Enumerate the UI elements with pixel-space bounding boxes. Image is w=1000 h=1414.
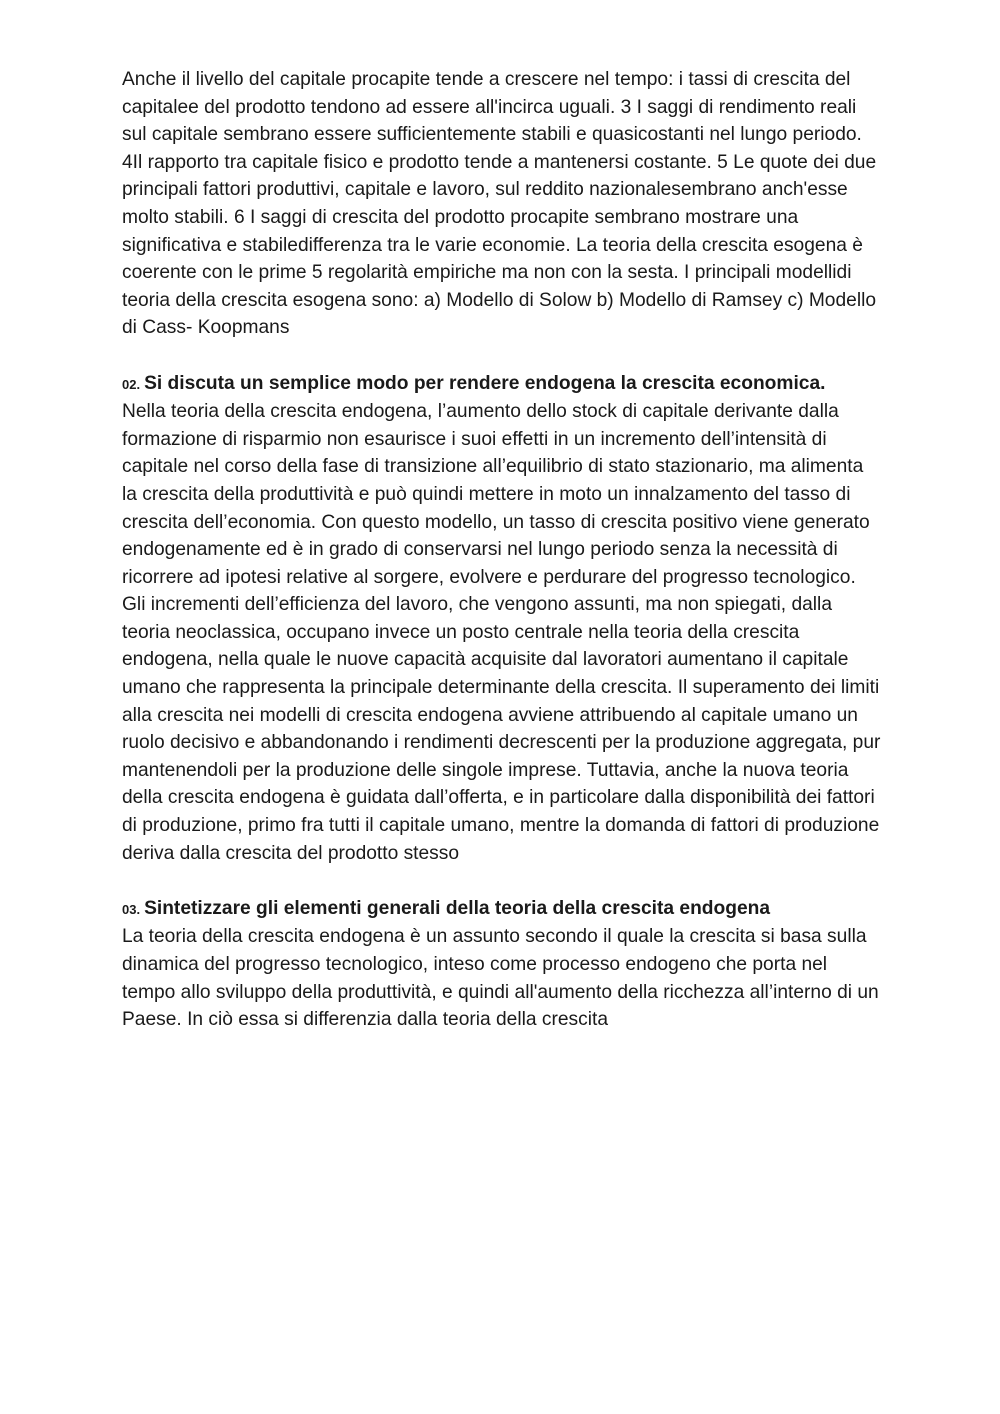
question-block-03	[122, 895, 882, 1034]
question-heading	[122, 370, 882, 399]
answer-paragraph: La teoria della crescita endogena è un assunto secondo il quale la crescita si basa sulla dinamica del progresso tecnologico, inteso come processo endogeno che porta nel tempo allo sviluppo della produttività, e quindi all'aumento della ricchezza all’interno di un Paese. In ciò essa si differenzia dalla teoria della crescita	[122, 926, 879, 1031]
question-number: 03.	[122, 901, 141, 917]
question-heading	[122, 895, 882, 924]
question-block-02	[122, 370, 882, 868]
intro-paragraph: Anche il livello del capitale procapite tende a crescere nel tempo: i tassi di crescita del capitalee del prodotto tendono ad essere all'incirca uguali. 3 I saggi di rendimento reali sul capitale sembrano essere sufficientemente stabili e quasicostanti nel lungo periodo. 4Il rapporto tra capitale fisico e prodotto tende a mantenersi costante. 5 Le quote dei due principali fattori produttivi, capitale e lavoro, sul reddito nazionalesembrano anch'esse molto stabili. 6 I saggi di crescita del prodotto procapite sembrano mostrare una significativa e stabiledifferenza tra le varie economie. La teoria della crescita esogena è coerente con le prime 5 regolarità empiriche ma non con la sesta. I principali modellidi teoria della crescita esogena sono: a) Modello di Solow b) Modello di Ramsey c) Modello di Cass- Koopmans	[122, 69, 877, 339]
document-page	[122, 66, 882, 1034]
answer-paragraph: Nella teoria della crescita endogena, l’aumento dello stock di capitale derivante dalla formazione di risparmio non esaurisce i suoi effetti in un incremento dell’intensità di capitale nel corso della fase di transizione all’equilibrio di stato stazionario, ma alimenta la crescita della produttività e può quindi mettere in moto un innalzamento del tasso di crescita dell’economia. Con questo modello, un tasso di crescita positivo viene generato endogenamente ed è in grado di conservarsi nel lungo periodo senza la necessità di ricorrere ad ipotesi relative al sorgere, evolvere e perdurare del progresso tecnologico. Gli incrementi dell’efficienza del lavoro, che vengono assunti, ma non spiegati, dalla teoria neoclassica, occupano invece un posto centrale nella teoria della crescita endogena, nella quale le nuove capacità acquisite dal lavoratori aumentano il capitale umano che rappresenta la principale determinante della crescita. Il superamento dei limiti alla crescita nei modelli di crescita endogena avviene attribuendo al capitale umano un ruolo decisivo e abbandonando i rendimenti decrescenti per la produzione aggregata, pur mantenendoli per la produzione delle singole imprese. Tuttavia, anche la nuova teoria della crescita endogena è guidata dall’offerta, e in particolare dalla disponibilità dei fattori di produzione, primo fra tutti il capitale umano, mentre la domanda di fattori di produzione deriva dalla crescita del prodotto stesso	[122, 401, 881, 864]
question-number: 02.	[122, 376, 141, 392]
question-title: Sintetizzare gli elementi generali della teoria della crescita endogena	[144, 897, 771, 919]
question-title: Si discuta un semplice modo per rendere endogena la crescita economica.	[144, 372, 826, 394]
